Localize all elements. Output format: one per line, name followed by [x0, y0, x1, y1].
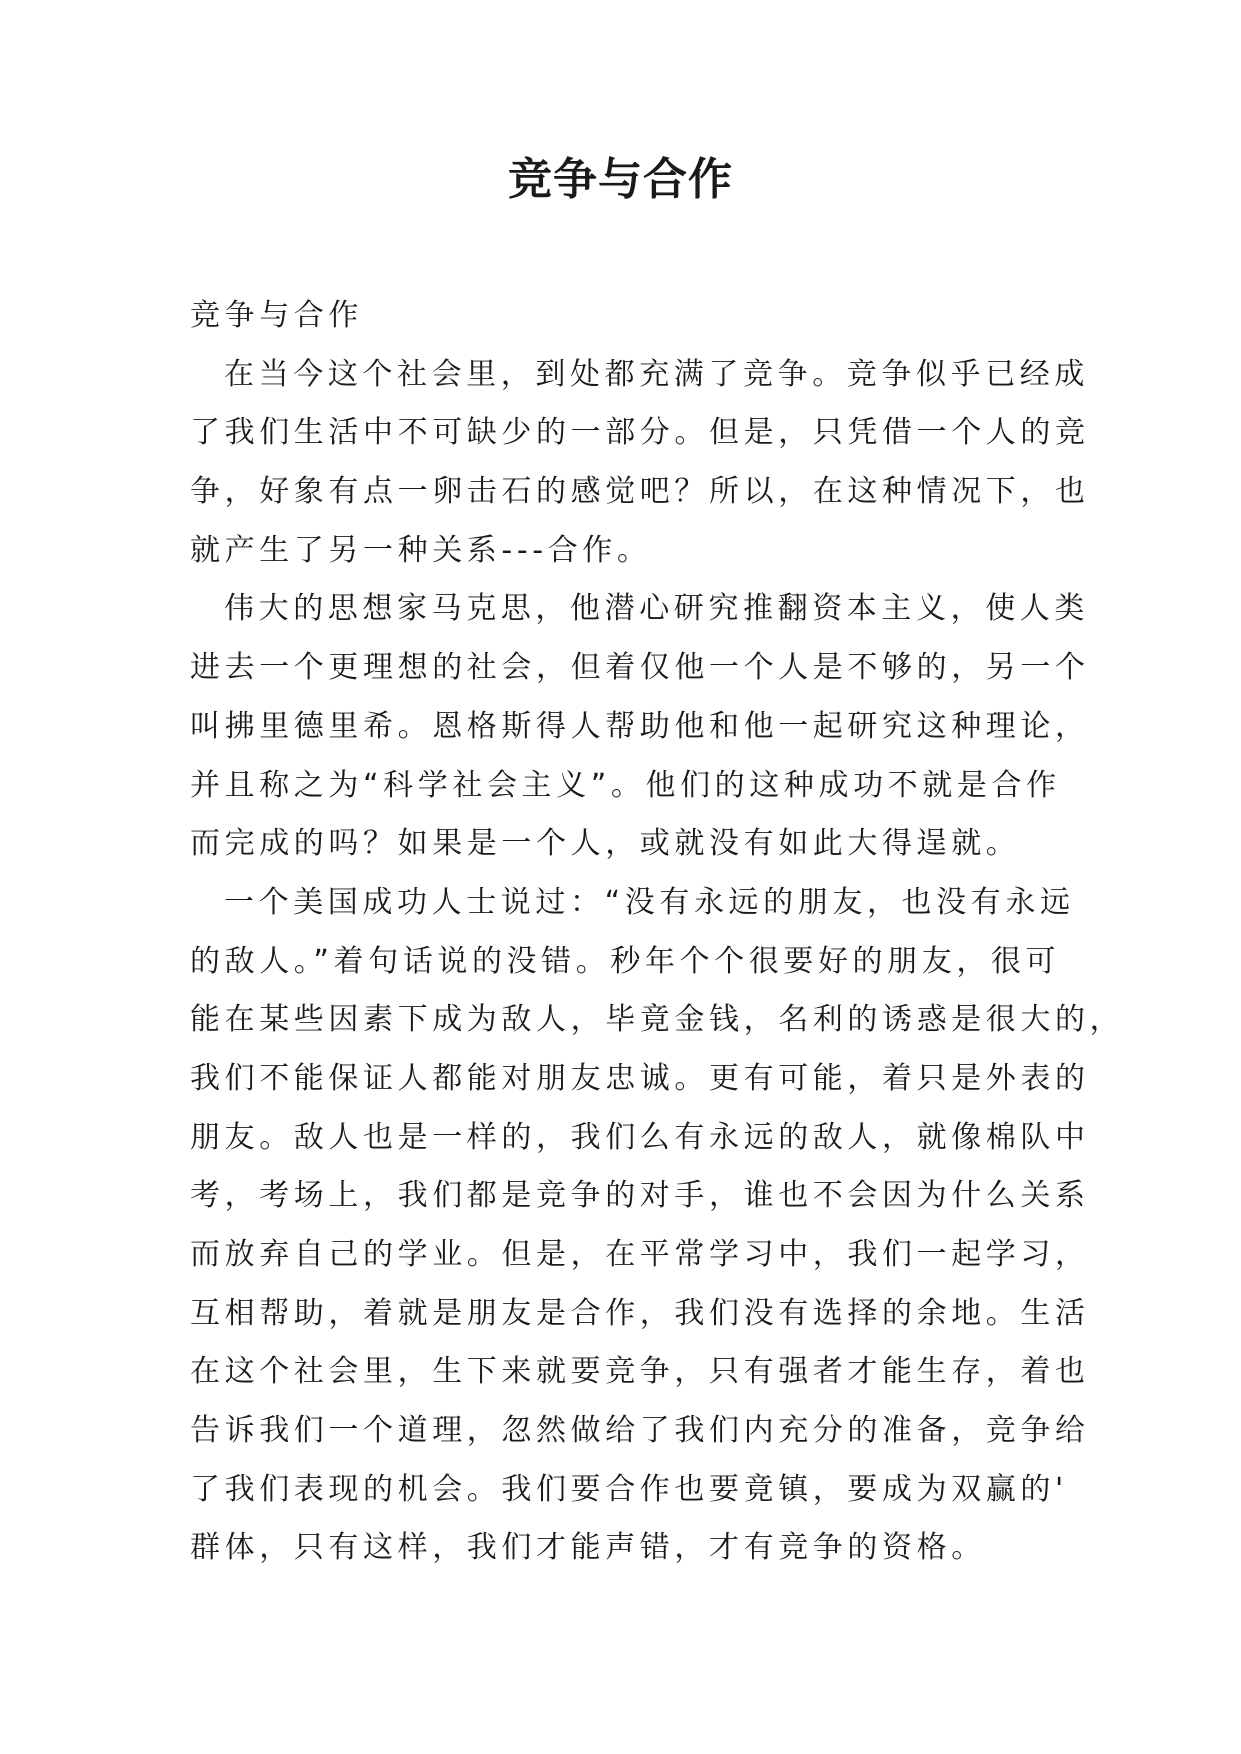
paragraph-2: [190, 580, 1090, 873]
document-title: 竞争与合作: [508, 154, 733, 205]
paragraph-1: [190, 346, 1090, 581]
paragraph-line: 告诉我们一个道理，忽然做给了我们内充分的准备，竞争给: [190, 1413, 1090, 1449]
paragraph-line: 争，好象有点一卵击石的感觉吧？所以，在这种情况下，也: [190, 474, 1090, 510]
paragraph-line: 群体，只有这样，我们才能声错，才有竞争的资格。: [190, 1530, 986, 1566]
paragraph-line: 伟大的思想家马克思，他潜心研究推翻资本主义，使人类: [224, 591, 1089, 627]
paragraph-line: 而完成的吗？如果是一个人，或就没有如此大得逞就。: [190, 826, 1021, 862]
paragraph-line: 我们不能保证人都能对朋友忠诚。更有可能，着只是外表的: [190, 1060, 1090, 1096]
paragraph-line: 而放弃自己的学业。但是，在平常学习中，我们一起学习，: [190, 1237, 1090, 1272]
document-subtitle: 竞争与合作: [190, 298, 363, 333]
paragraph-line: 能在某些因素下成为敌人，毕竟金钱，名利的诱惑是很大的，: [190, 1002, 1125, 1038]
paragraph-line: 一个美国成功人士说过：“没有永远的朋友，也没有永远: [224, 884, 1075, 920]
paragraph-line: 朋友。敌人也是一样的，我们么有永远的敌人，就像棉队中: [190, 1119, 1090, 1155]
paragraph-line: 并且称之为“科学社会主义”。他们的这种成功不就是合作: [190, 767, 1061, 803]
paragraph-line: 在当今这个社会里，到处都充满了竞争。竞争似乎已经成: [224, 356, 1089, 392]
paragraph-line: 了我们生活中不可缺少的一部分。但是，只凭借一个人的竞: [190, 415, 1090, 451]
paragraph-line: 的敌人。”着句话说的没错。秒年个个很要好的朋友，很可: [190, 943, 1061, 979]
paragraph-line: 在这个社会里，生下来就要竞争，只有强者才能生存，着也: [190, 1354, 1090, 1390]
paragraph-line: 考，考场上，我们都是竞争的对手，谁也不会因为什么关系: [190, 1178, 1090, 1214]
paragraph-line: 叫拂里德里希。恩格斯得人帮助他和他一起研究这种理论，: [190, 708, 1090, 744]
paragraph-3: [190, 874, 1125, 1578]
paragraph-line: 了我们表现的机会。我们要合作也要竟镇，要成为双赢的': [190, 1471, 1068, 1507]
paragraph-line: 就产生了另一种关系---合作。: [190, 532, 652, 568]
paragraph-line: 进去一个更理想的社会，但着仅他一个人是不够的，另一个: [190, 650, 1090, 686]
document-body: [190, 287, 1125, 1578]
paragraph-line: 互相帮助，着就是朋友是合作，我们没有选择的余地。生活: [190, 1295, 1090, 1331]
